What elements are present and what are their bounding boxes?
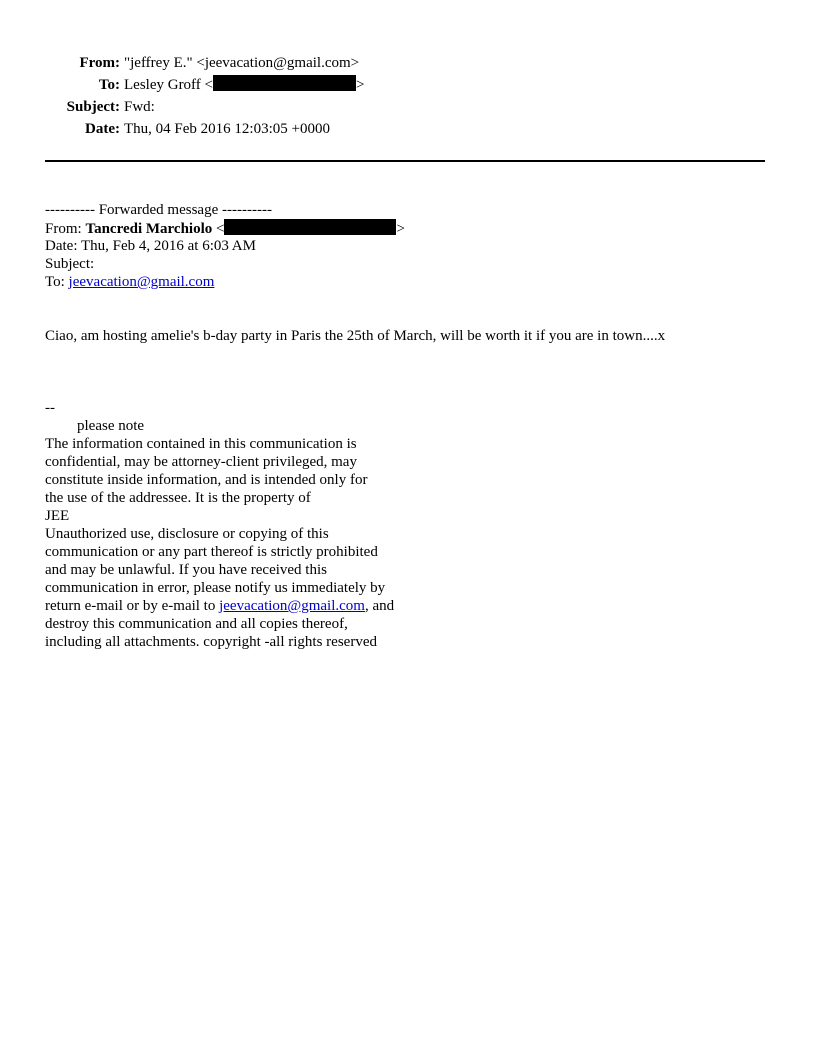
disclaimer-line: communication in error, please notify us immediately by [45,580,386,596]
subject-value: Fwd: [124,99,155,115]
message-text: Ciao, am hosting amelie's b-day party in Paris the 25th of March, will be worth it if you are in town....x [45,328,666,344]
forward-to-prefix: To: [45,274,69,290]
disclaimer-lines [45,435,394,597]
header-from-row [45,53,364,75]
date-label: Date: [85,121,120,137]
from-value: "jeffrey E." <jeevacation@gmail.com> [124,55,360,71]
disclaimer-line: JEE [45,508,70,524]
disclaimer-line: the use of the addressee. It is the property of [45,490,311,506]
disclaimer-line: Unauthorized use, disclosure or copying of this [45,526,329,542]
to-value-cell [124,75,364,97]
return-suffix: , and [364,598,395,614]
disclaimer-line: The information contained in this communication is [45,436,357,452]
forward-from-close: > [396,221,405,237]
to-label: To: [98,77,120,93]
header-to-row [45,75,364,97]
to-close: > [356,77,365,93]
subject-label: Subject: [66,99,120,115]
forward-date-line: Date: Thu, Feb 4, 2016 at 6:03 AM [45,238,256,254]
redaction-box [213,75,356,91]
forward-to-line [45,273,405,291]
to-value: Lesley Groff < [124,77,213,93]
forward-separator: ---------- Forwarded message ---------- [45,202,272,218]
disclaimer-line: communication or any part thereof is strictly prohibited [45,544,378,560]
return-email-link[interactable]: jeevacation@gmail.com [219,598,365,614]
disclaimer-tail [45,615,394,651]
disclaimer-line: constitute inside information, and is intended only for [45,472,368,488]
disclaimer-line: destroy this communication and all copies thereof, [45,616,348,632]
return-prefix: return e-mail or by e-mail to [45,598,220,614]
disclaimer-line: and may be unlawful. If you have received this [45,562,327,578]
forward-from-line [45,219,405,237]
forward-subject-line: Subject: [45,256,95,272]
signature-dashes: -- [45,400,55,416]
disclaimer-line: including all attachments. copyright -all rights reserved [45,634,377,650]
header-divider [45,160,765,162]
forward-to-email-link[interactable]: jeevacation@gmail.com [68,274,215,290]
please-note: please note [77,418,145,434]
signature [45,399,394,651]
from-label: From: [79,55,120,71]
date-value: Thu, 04 Feb 2016 12:03:05 +0000 [124,121,330,137]
forward-from-open: < [212,221,225,237]
forwarded-header [45,201,405,291]
message-body [45,327,665,345]
return-email-line [45,597,394,615]
redaction-box [224,219,396,235]
forward-from-prefix: From: [45,221,86,237]
disclaimer-line: confidential, may be attorney-client privileged, may [45,454,357,470]
email-header [45,53,364,141]
header-date-row [45,119,364,141]
forward-from-name: Tancredi Marchiolo [85,221,213,237]
header-subject-row [45,97,364,119]
